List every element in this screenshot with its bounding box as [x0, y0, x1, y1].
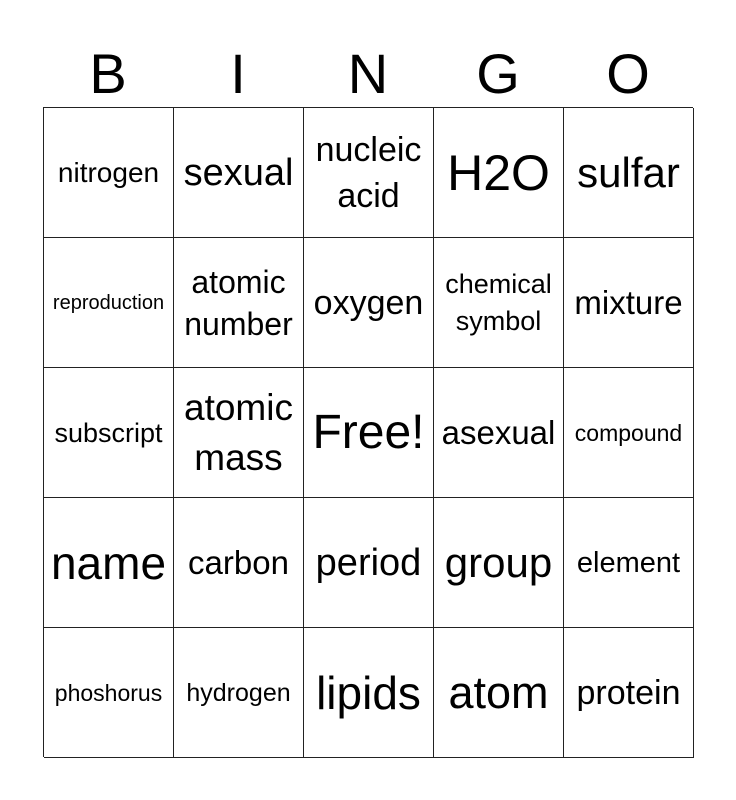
bingo-cell[interactable]	[434, 368, 564, 498]
cell-label: name	[50, 536, 167, 589]
bingo-cell[interactable]	[174, 238, 304, 368]
cell-label: sexual	[183, 151, 294, 194]
bingo-cell[interactable]	[564, 628, 694, 758]
cell-label: atomic mass	[184, 386, 293, 478]
bingo-cell[interactable]	[304, 498, 434, 628]
cell-label: phoshorus	[54, 679, 163, 706]
cell-label: chemical symbol	[445, 268, 552, 336]
bingo-cell[interactable]	[44, 238, 174, 368]
bingo-cell[interactable]	[564, 238, 694, 368]
header-letter-o: O	[606, 42, 650, 105]
bingo-cell[interactable]	[304, 238, 434, 368]
cell-label: element	[576, 546, 681, 579]
bingo-cell[interactable]	[44, 368, 174, 498]
cell-label: nucleic acid	[315, 130, 422, 215]
bingo-cell[interactable]	[174, 628, 304, 758]
cell-label: compound	[574, 419, 683, 446]
bingo-cell[interactable]	[434, 498, 564, 628]
cell-label: hydrogen	[186, 678, 291, 707]
bingo-cell[interactable]	[564, 108, 694, 238]
cell-label: protein	[576, 673, 681, 712]
bingo-cell[interactable]	[434, 238, 564, 368]
cell-label: atomic number	[184, 263, 293, 342]
bingo-cell[interactable]	[44, 108, 174, 238]
header-letter-g: G	[476, 42, 520, 105]
bingo-cell[interactable]	[304, 628, 434, 758]
cell-label: asexual	[441, 413, 556, 451]
cell-label: lipids	[316, 666, 421, 719]
bingo-cell[interactable]	[304, 368, 434, 498]
bingo-cell[interactable]	[434, 108, 564, 238]
bingo-cell[interactable]	[564, 368, 694, 498]
bingo-grid	[43, 107, 693, 757]
bingo-cell[interactable]	[564, 498, 694, 628]
cell-label: sulfar	[577, 148, 680, 196]
cell-label: mixture	[574, 283, 683, 321]
bingo-cell[interactable]	[174, 108, 304, 238]
cell-label: nitrogen	[57, 156, 160, 188]
cell-label: atom	[448, 666, 549, 718]
cell-label: reproduction	[52, 291, 165, 314]
cell-label: H2O	[447, 144, 550, 201]
bingo-header	[43, 40, 693, 108]
bingo-cell[interactable]	[44, 628, 174, 758]
cell-label: subscript	[54, 417, 163, 448]
header-letter-i: I	[230, 42, 246, 105]
cell-label: carbon	[188, 543, 289, 581]
header-letter-n: N	[347, 42, 389, 105]
bingo-cell[interactable]	[434, 628, 564, 758]
bingo-cell[interactable]	[174, 368, 304, 498]
bingo-cell[interactable]	[174, 498, 304, 628]
bingo-cell[interactable]	[44, 498, 174, 628]
cell-label: group	[444, 538, 553, 586]
bingo-cell[interactable]	[304, 108, 434, 238]
cell-label: period	[315, 541, 422, 584]
free-space-label: Free!	[312, 405, 425, 459]
cell-label: oxygen	[313, 283, 424, 322]
header-letter-b: B	[89, 42, 127, 105]
